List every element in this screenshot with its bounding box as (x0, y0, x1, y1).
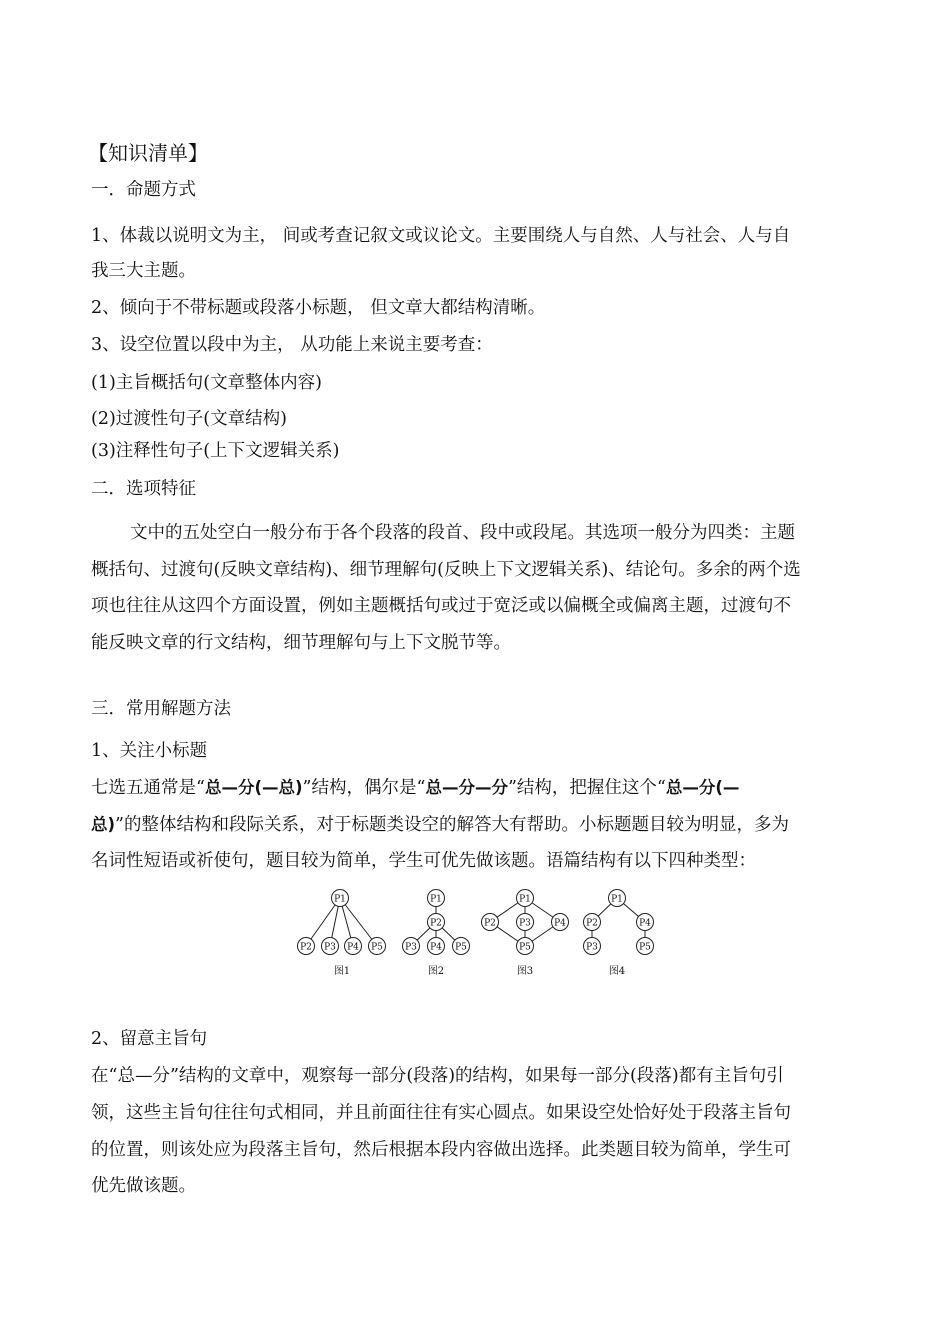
method2-line3: 的位置，则该处应为段落主旨句，然后根据本段内容做出选择。此类题目较为简单，学生可 (91, 1140, 791, 1160)
method2-line4: 优先做该题。 (91, 1176, 196, 1196)
fig3-label-p3: P3 (519, 918, 531, 929)
section3-title: 三．常用解题方法 (91, 699, 231, 719)
fig2-label-p4: P4 (430, 942, 442, 953)
fig4-label-p2: P2 (586, 918, 598, 929)
method2-line2: 领，这些主旨句往往句式相同，并且前面往往有实心圆点。如果设空处恰好处于段落主旨句 (91, 1103, 791, 1123)
fig4-label-p5: P5 (639, 942, 651, 953)
method2-line1: 在“总—分”结构的文章中，观察每一部分(段落)的结构，如果每一部分(段落)都有主旨句引 (91, 1066, 784, 1086)
fig1-caption: 图1 (333, 966, 351, 977)
structure-diagrams-svg (290, 884, 670, 984)
fig3-label-p2: P2 (484, 918, 496, 929)
fig4-caption: 图4 (608, 966, 626, 977)
section1-sub3: (3)注释性句子(上下文逻辑关系) (91, 441, 340, 461)
fig1-label-p3: P3 (324, 942, 336, 953)
method2-title: 2、留意主旨句 (91, 1029, 208, 1049)
section2-paragraph-line2: 概括句、过渡句(反映文章结构)、细节理解句(反映上下文逻辑关系)、结论句。多余的两个选 (91, 560, 801, 580)
fig2-label-p3: P3 (405, 942, 417, 953)
section2-paragraph-line1: 文中的五处空白一般分布于各个段落的段首、段中或段尾。其选项一般分为四类：主题 (130, 523, 795, 543)
fig4-label-p4: P4 (639, 918, 651, 929)
section1-title: 一．命题方式 (91, 180, 196, 200)
section1-sub2: (2)过渡性句子(文章结构) (91, 409, 287, 429)
section1-item3: 3、设空位置以段中为主， 从功能上来说主要考查： (91, 335, 493, 355)
method1-line3: 名词性短语或祈使句，题目较为简单，学生可优先做该题。语篇结构有以下四种类型： (91, 851, 756, 871)
fig3-label-p4: P4 (554, 918, 566, 929)
fig1-label-p2: P2 (300, 942, 312, 953)
fig3-label-p5: P5 (519, 942, 531, 953)
fig4-label-p3: P3 (586, 942, 598, 953)
fig1-label-p1: P1 (334, 894, 346, 905)
section1-item1-line2: 我三大主题。 (91, 261, 196, 281)
fig4-label-p1: P1 (611, 894, 623, 905)
method1-line2: 总)”的整体结构和段际关系，对于标题类设空的解答大有帮助。小标题题目较为明显，多为 (91, 815, 789, 835)
fig1-label-p5: P5 (371, 942, 383, 953)
section2-title: 二．选项特征 (91, 479, 196, 499)
section2-paragraph-line3: 项也往往从这四个方面设置，例如主题概括句或过于宽泛或以偏概全或偏离主题，过渡句不 (91, 596, 791, 616)
method1-line1: 七选五通常是“总—分(—总)”结构，偶尔是“总—分—分”结构，把握住这个“总—分(— (91, 778, 740, 798)
section1-sub1: (1)主旨概括句(文章整体内容) (91, 373, 322, 393)
method1-title: 1、关注小标题 (91, 741, 208, 761)
section1-item2: 2、倾向于不带标题或段落小标题， 但文章大都结构清晰。 (91, 298, 546, 318)
fig2-label-p1: P1 (430, 894, 442, 905)
fig1-label-p4: P4 (347, 942, 359, 953)
section2-paragraph-line4: 能反映文章的行文结构，细节理解句与上下文脱节等。 (91, 633, 511, 653)
fig3-label-p1: P1 (519, 894, 531, 905)
fig2-label-p5: P5 (455, 942, 467, 953)
fig2-caption: 图2 (427, 966, 445, 977)
section1-item1-line1: 1、体裁以说明文为主， 间或考查记叙文或议论文。主要围绕人与自然、人与社会、人与自 (91, 226, 791, 246)
structure-diagrams (290, 884, 670, 988)
fig3-caption: 图3 (516, 966, 534, 977)
fig2-label-p2: P2 (430, 918, 442, 929)
heading: 【知识清单】 (88, 141, 208, 165)
